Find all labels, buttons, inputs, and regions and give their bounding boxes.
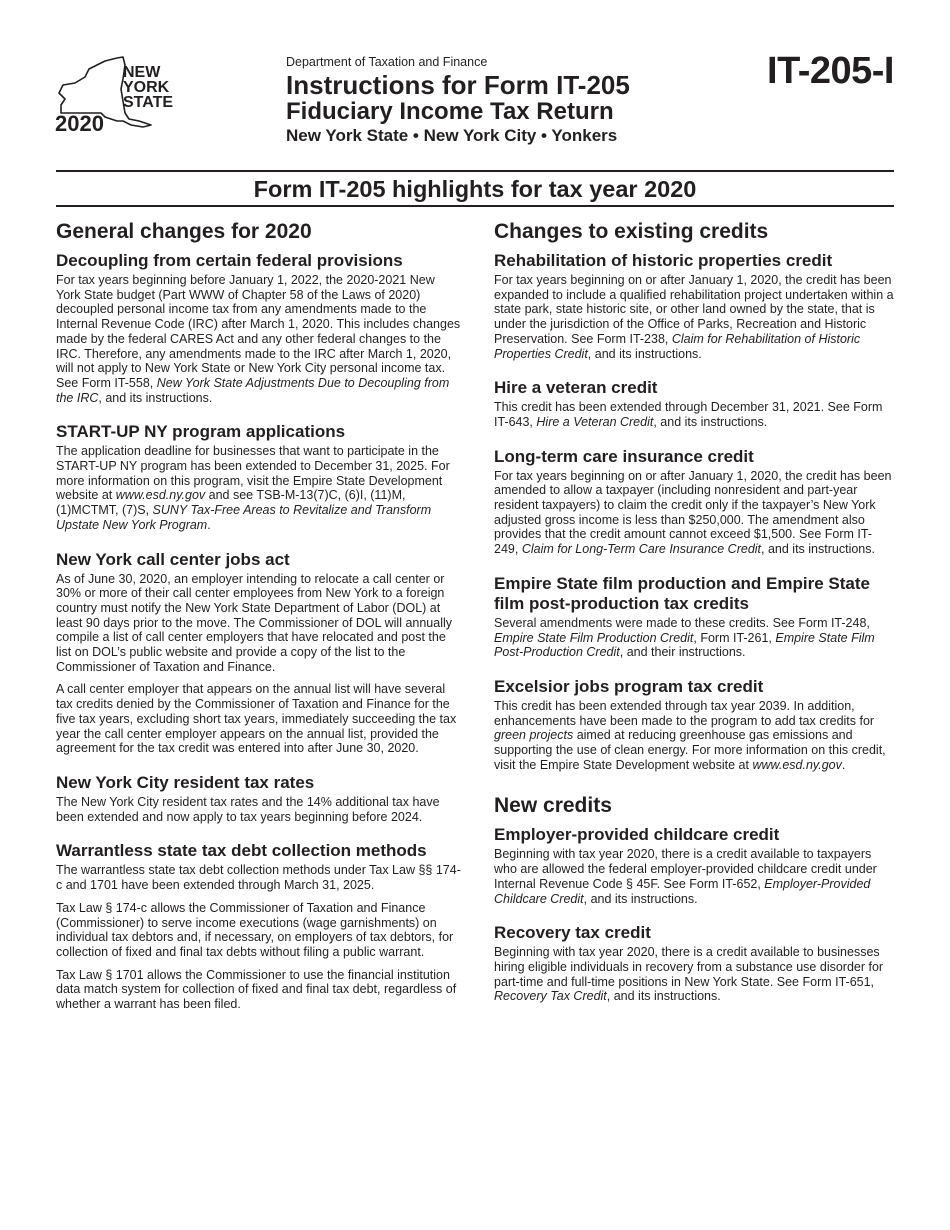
highlights-banner: Form IT-205 highlights for tax year 2020 [56, 170, 894, 207]
section-historic-properties [494, 251, 894, 361]
section-text: For tax years beginning before January 1, 2022, the 2020-2021 New York State budget (Part WWW of Chapter 58 of the Laws of 2020) decoupled personal income tax from any amendments made to the Internal Revenue Code (IRC) after March 1, 2020. This includes changes made by the federal CARES Act and any other federal changes to the IRC. Therefore, any amendments made to the IRC after March 1, 2020, will not apply to New York State or New York City personal income tax. See Form IT-558, New York State Adjustments Due to Decoupling from the IRC, and its instructions. [56, 273, 461, 405]
section-title: Rehabilitation of historic properties credit [494, 251, 833, 270]
section-text: Beginning with tax year 2020, there is a credit available to businesses hiring eligible individuals in recovery from a substance use disorder for part-time and full-time positions in New York State. See Form IT-651, Recovery Tax Credit, and its instructions. [494, 945, 884, 1004]
page-title: Instructions for Form IT-205 [286, 70, 630, 100]
section-hire-veteran [494, 378, 894, 429]
logo-year: 2020 [55, 111, 104, 135]
left-column [56, 220, 461, 1029]
new-york-state-logo [55, 55, 185, 135]
section-title: Warrantless state tax debt collection methods [56, 841, 427, 861]
section-recovery [494, 923, 894, 1004]
section-excelsior [494, 677, 894, 773]
section-startup-ny [56, 422, 461, 532]
header-block [286, 55, 630, 146]
section-text: Tax Law § 1701 allows the Commissioner to use the financial institution data match system for collection of fixed and final tax debt, regardless of whether a warrant has been filed. [56, 967, 457, 1012]
section-title: Decoupling from certain federal provisions [56, 251, 403, 270]
section-text: Several amendments were made to these credits. See Form IT-248, Empire State Film Production Credit, Form IT-261, Empire State Film Post-Production Credit, and their instructions. [494, 615, 875, 660]
section-text: The application deadline for businesses that want to participate in the START-UP NY program has been extended to December 31, 2025. For more information on this program, visit the Empire State Development website at www.esd.ny.gov and see TSB-M-13(7)C, (6)I, (11)M, (1)MCTMT, (7)S, SUNY Tax-Free Areas to Revitalize and Transform Upstate New York Program. [56, 444, 450, 532]
section-text: Tax Law § 174-c allows the Commissioner of Taxation and Finance (Commissioner) to serve income executions (wage garnishments) on individual tax debtors and, if necessary, on employers of tax debtors, for collection of fixed and final tax debts without filing a public warrant. [56, 900, 454, 959]
section-title: Employer-provided childcare credit [494, 825, 780, 845]
section-title: Excelsior jobs program tax credit [494, 676, 764, 696]
section-text: As of June 30, 2020, an employer intending to relocate a call center or 30% or more of their call center employees from New York to a foreign country must notify the New York State Department of Labor (DOL) at least 90 days prior to the move. The Commissioner of DOL will annually compile a list of call center employers that have relocated and post the list on DOL’s public website and provide a copy of the list to the Commissioner of Taxation and Finance. [56, 571, 453, 674]
page-subtitle: Fiduciary Income Tax Return [286, 98, 614, 125]
section-text: This credit has been extended through tax year 2039. In addition, enhancements have been made to the program to add tax credits for green projects aimed at reducing greenhouse gas emissions and supporting the use of clean energy. For more information on this credit, visit the Empire State Development website at www.esd.ny.gov. [494, 698, 886, 772]
esd-link: www.esd.ny.gov [752, 757, 842, 772]
section-long-term-care [494, 447, 894, 557]
section-title: New York call center jobs act [56, 549, 290, 569]
section-heading: New credits [494, 794, 612, 818]
section-text: For tax years beginning on or after January 1, 2020, the credit has been expanded to include a qualified rehabilitation project undertaken within a state park, state historic site, or other land owned by the state, that is under the jurisdiction of the Office of Parks, Recreation and Historic Preservation. See Form IT-238, Claim for Rehabilitation of Historic Properties Credit, and its instructions. [494, 273, 894, 361]
logo-text-york: YORK [123, 79, 170, 96]
section-text: Beginning with tax year 2020, there is a credit available to taxpayers who are allowed the federal employer-provided childcare credit under Internal Revenue Code § 45F. See Form IT-652, Employer-Provided Childcare Credit, and its instructions. [494, 847, 877, 906]
right-column [494, 220, 894, 1021]
section-decoupling [56, 251, 461, 405]
section-text: A call center employer that appears on the annual list will have several tax credits denied by the Commissioner of Taxation and Finance for the five tax years, excluding short tax years, immediately succeeding the tax year the call center employer appears on the annual list, provided the agreement for the tax credit was entered into after June 30, 2020. [56, 682, 457, 756]
section-heading: General changes for 2020 [56, 220, 312, 243]
jurisdictions: New York State • New York City • Yonkers [286, 126, 618, 145]
section-title: Empire State film production and Empire State film post-production tax credits [494, 573, 870, 613]
section-heading: Changes to existing credits [494, 220, 769, 243]
section-nyc-rates [56, 773, 461, 824]
esd-link: www.esd.ny.gov [115, 488, 206, 503]
section-text: The warrantless state tax debt collection methods under Tax Law §§ 174-c and 1701 have been extended through March 31, 2025. [56, 863, 461, 893]
section-text: For tax years beginning on or after January 1, 2020, the credit has been amended to allow a taxpayer (including nonresident and part-year resident taxpayers) to claim the credit only if the taxpayer’s New York adjusted gross income is less than $250,000. The amendment also provides that the credit amount cannot exceed $1,500. See Form IT-249, Claim for Long-Term Care Insurance Credit, and its instructions. [494, 468, 892, 557]
section-title: New York City resident tax rates [56, 772, 315, 792]
section-title: Recovery tax credit [494, 923, 651, 943]
department-name: Department of Taxation and Finance [286, 55, 488, 69]
form-number: IT-205-I [767, 50, 894, 92]
logo-text-new: NEW [123, 64, 161, 81]
section-call-center [56, 550, 461, 756]
section-title: Long-term care insurance credit [494, 446, 754, 466]
section-title: START-UP NY program applications [56, 422, 346, 442]
section-childcare [494, 825, 894, 906]
section-text: This credit has been extended through December 31, 2021. See Form IT-643, Hire a Veteran Credit, and its instructions. [494, 400, 883, 429]
logo-text-state: STATE [123, 94, 174, 111]
section-warrantless [56, 841, 461, 1011]
section-title: Hire a veteran credit [494, 378, 658, 398]
section-film-credits [494, 574, 894, 660]
section-text: The New York City resident tax rates and the 14% additional tax have been extended and now apply to tax years beginning before 2024. [56, 794, 440, 824]
